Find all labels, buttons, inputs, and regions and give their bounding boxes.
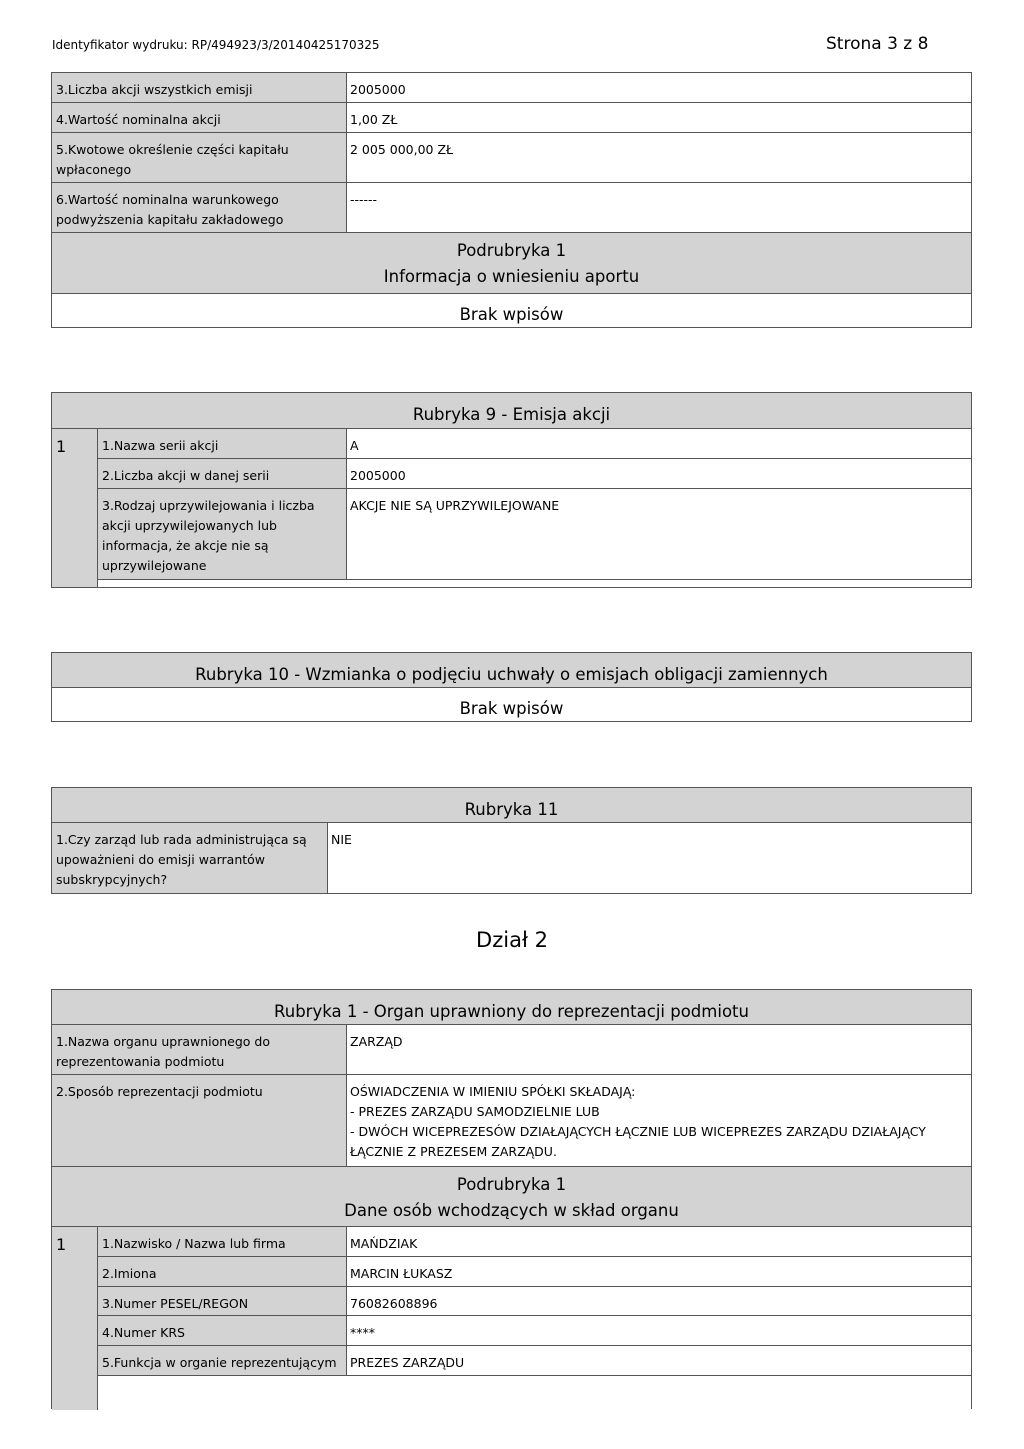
subsection-number: Podrubryka 1 <box>456 1175 567 1194</box>
field-label: 2.Imiona <box>98 1257 347 1286</box>
field-value: MARCIN ŁUKASZ <box>347 1257 971 1286</box>
entry-index: 1 <box>52 429 98 587</box>
field-value: 76082608896 <box>347 1287 971 1315</box>
section-heading: Dział 2 <box>476 928 548 952</box>
field-value: **** <box>347 1316 971 1345</box>
page-number: Strona 3 z 8 <box>826 34 929 54</box>
section-title: Rubryka 1 - Organ uprawniony do reprezentacji podmiotu <box>52 990 971 1025</box>
field-value: 1,00 ZŁ <box>347 103 971 132</box>
table-row <box>98 1287 971 1316</box>
table-row <box>52 133 971 183</box>
field-label: 1.Nazwa organu uprawnionego do reprezentowania podmiotu <box>52 1025 347 1074</box>
field-label: 1.Nazwa serii akcji <box>98 429 347 458</box>
field-label: 3.Numer PESEL/REGON <box>98 1287 347 1315</box>
entry-group <box>52 429 971 587</box>
field-label: 1.Czy zarząd lub rada administrująca są upoważnieni do emisji warrantów subskrypcyjnych? <box>52 823 328 893</box>
table-row <box>52 183 971 233</box>
field-value: OŚWIADCZENIA W IMIENIU SPÓŁKI SKŁADAJĄ: - PREZES ZARZĄDU SAMODZIELNIE LUB - DWÓCH WICEPREZESÓW DZIAŁAJĄCYCH ŁĄCZNIE LUB WICEPREZES ZARZĄDU DZIAŁAJĄCY ŁĄCZNIE Z PREZESEM ZARZĄDU. <box>347 1075 971 1166</box>
field-label: 4.Numer KRS <box>98 1316 347 1345</box>
rubryka-9-table <box>51 392 972 588</box>
table-row <box>52 1025 971 1075</box>
field-value: ZARZĄD <box>347 1025 971 1074</box>
section-title: Rubryka 11 <box>52 788 971 823</box>
table-row <box>98 1346 971 1376</box>
table-row <box>98 1227 971 1257</box>
rubryka-11-table <box>51 787 972 894</box>
table-row <box>98 1316 971 1346</box>
table-row <box>52 103 971 133</box>
table-row <box>98 489 971 580</box>
field-value: MAŃDZIAK <box>347 1227 971 1256</box>
table-row <box>52 73 971 103</box>
field-label: 5.Kwotowe określenie części kapitału wpłaconego <box>52 133 347 182</box>
table-row <box>98 1257 971 1287</box>
field-label: 1.Nazwisko / Nazwa lub firma <box>98 1227 347 1256</box>
field-label: 3.Liczba akcji wszystkich emisji <box>52 73 347 102</box>
subsection-title: Dane osób wchodzących w skład organu <box>344 1201 679 1220</box>
table-row <box>52 823 971 893</box>
print-identifier: Identyfikator wydruku: RP/494923/3/20140425170325 <box>52 38 380 52</box>
subsection-title: Informacja o wniesieniu aportu <box>383 267 640 286</box>
capital-table <box>51 72 972 328</box>
entry-index: 1 <box>52 1227 98 1410</box>
field-value: 2 005 000,00 ZŁ <box>347 133 971 182</box>
subsection-number: Podrubryka 1 <box>456 241 567 260</box>
entry-group <box>52 1227 971 1410</box>
field-value: ------ <box>347 183 971 232</box>
field-label: 5.Funkcja w organie reprezentującym <box>98 1346 347 1375</box>
field-label: 3.Rodzaj uprzywilejowania i liczba akcji uprzywilejowanych lub informacja, że akcje nie są uprzywilejowane <box>98 489 347 579</box>
field-label: 2.Liczba akcji w danej serii <box>98 459 347 488</box>
field-label: 6.Wartość nominalna warunkowego podwyższenia kapitału zakładowego <box>52 183 347 232</box>
section-title: Rubryka 10 - Wzmianka o podjęciu uchwały o emisjach obligacji zamiennych <box>52 653 971 688</box>
field-label: 2.Sposób reprezentacji podmiotu <box>52 1075 347 1166</box>
field-value: 2005000 <box>347 459 971 488</box>
field-value: AKCJE NIE SĄ UPRZYWILEJOWANE <box>347 489 971 579</box>
dzial-2-rubryka-1-table <box>51 989 972 1409</box>
field-value: A <box>347 429 971 458</box>
field-value: PREZES ZARZĄDU <box>347 1346 971 1375</box>
subsection-header <box>52 1167 971 1227</box>
field-value: 2005000 <box>347 73 971 102</box>
rubryka-10-table <box>51 652 972 722</box>
section-title: Rubryka 9 - Emisja akcji <box>52 393 971 429</box>
no-entries-text: Brak wpisów <box>52 688 971 721</box>
table-row <box>98 459 971 489</box>
field-label: 4.Wartość nominalna akcji <box>52 103 347 132</box>
no-entries-text: Brak wpisów <box>52 294 971 327</box>
subsection-header <box>52 233 971 294</box>
field-value: NIE <box>328 823 971 893</box>
table-row <box>52 1075 971 1167</box>
table-row <box>98 429 971 459</box>
